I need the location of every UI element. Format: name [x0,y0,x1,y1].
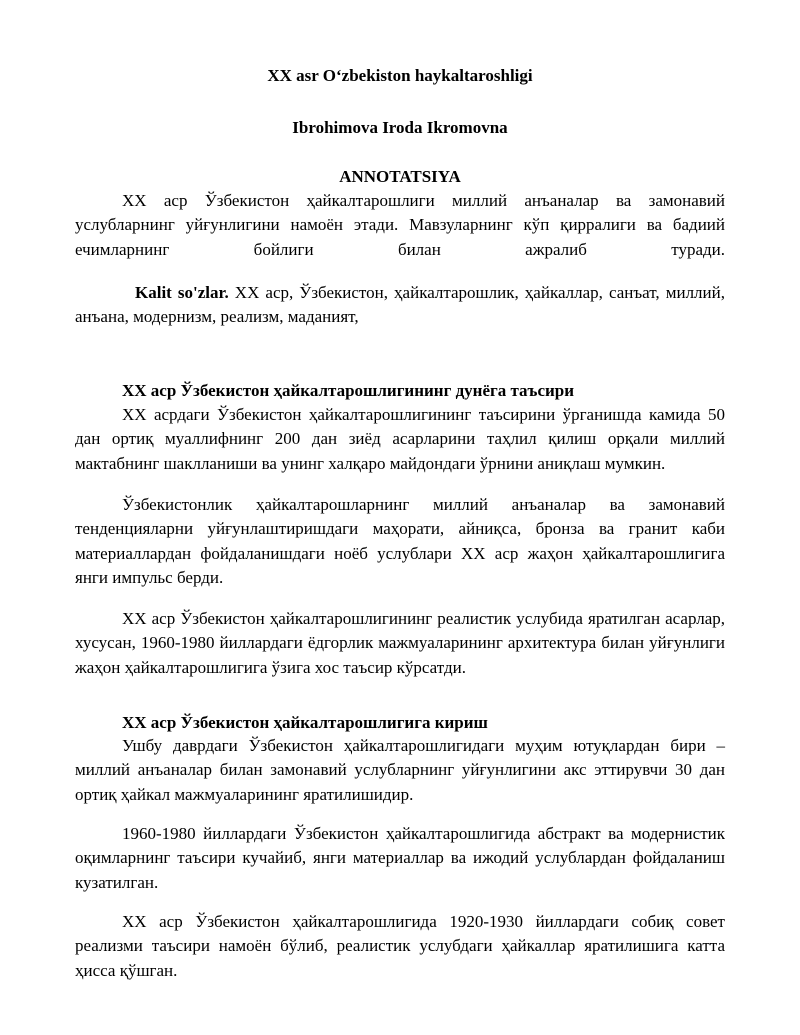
paragraph: XX асрдаги Ўзбекистон ҳайкалтарошлигининг таъсирини ўрганишда камида 50 дан ортиқ муаллифнинг 200 дан зиёд асарларини таҳлил қилиш орқали миллий мактабнинг шаклланиши ва унинг халқаро майдондаги ўрнини аниқлаш мумкин. [75,405,725,473]
keywords-label: Kalit so'zlar. [135,283,229,302]
annotation-paragraph: XX аср Ўзбекистон ҳайкалтарошлиги миллий анъаналар ва замонавий услубларнинг уйғунлигини намоён этади. Мавзуларнинг кўп қирралиги ва бадиий ечимларнинг бойлиги билан ажралиб туради. [75,191,725,259]
author-name: Ibrohimova Iroda Ikromovna [292,118,508,137]
annotation-heading: ANNOTATSIYA [339,167,461,186]
paragraph: Ўзбекистонлик ҳайкалтарошларнинг миллий анъаналар ва замонавий тенденцияларни уйғунлаштиришдаги маҳорати, айниқса, бронза ва гранит каби материаллардан фойдаланишдаги ноёб услублари XX аср жаҳон ҳайкалтарошлигига янги импульс берди. [75,495,725,587]
section-heading-introduction: XX аср Ўзбекистон ҳайкалтарошлигига кириш [122,713,488,732]
paragraph: 1960-1980 йиллардаги Ўзбекистон ҳайкалтарошлигида абстракт ва модернистик оқимларнинг таъсири кучайиб, янги материаллар ва ижодий услублардан фойдаланиш кузатилган. [75,824,725,892]
keywords-paragraph [75,281,725,330]
document-title: XX asr O‘zbekiston haykaltaroshligi [267,66,533,85]
keywords-text: XX аср, Ўзбекистон, ҳайкалтарошлик, ҳайкаллар, санъат, миллий, анъана, модернизм, реализм, маданият, [75,283,725,327]
paragraph: Ушбу даврдаги Ўзбекистон ҳайкалтарошлигидаги муҳим ютуқлардан бири – миллий анъаналар билан замонавий услубларнинг уйғунлигини акс эттирувчи 30 дан ортиқ ҳайкал мажмуаларининг яратилишидир. [75,736,725,804]
paragraph: XX аср Ўзбекистон ҳайкалтарошлигининг реалистик услубида яратилган асарлар, хусусан, 1960-1980 йиллардаги ёдгорлик мажмуаларининг архитектура билан уйғунлиги жаҳон ҳайкалтарошлигига ўзига хос таъсир кўрсатди. [75,609,725,677]
paragraph: XX аср Ўзбекистон ҳайкалтарошлигида 1920-1930 йиллардаги собиқ совет реализми таъсири намоён бўлиб, реалистик услубдаги ҳайкаллар яратилишига катта ҳисса қўшган. [75,912,725,980]
section-heading-influence: XX аср Ўзбекистон ҳайкалтарошлигининг дунёга таъсири [122,381,575,400]
